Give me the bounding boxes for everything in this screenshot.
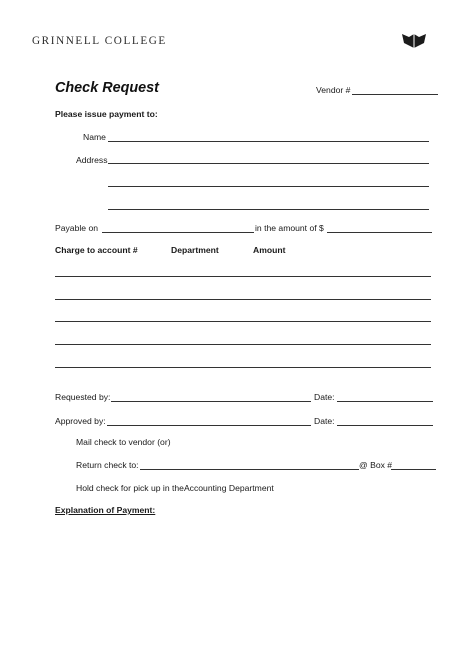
mail-check-option[interactable]: Mail check to vendor (or) <box>76 437 171 447</box>
charge-to-account-header: Charge to account # <box>55 245 138 255</box>
approved-date-field[interactable] <box>337 425 433 426</box>
payable-on-label: Payable on <box>55 223 99 233</box>
hold-check-option[interactable]: Hold check for pick up in theAccounting Department <box>76 483 274 493</box>
account-row-line[interactable] <box>55 321 431 322</box>
return-check-option[interactable]: Return check to: <box>76 460 139 470</box>
approved-date-label: Date: <box>314 416 335 426</box>
amount-header: Amount <box>253 245 286 255</box>
address-line-3-field[interactable] <box>108 209 429 210</box>
college-name: GRINNELL COLLEGE <box>32 35 167 47</box>
return-check-field[interactable] <box>140 469 359 470</box>
requested-by-field[interactable] <box>111 401 311 402</box>
address-line-1-field[interactable] <box>108 163 429 164</box>
account-row-line[interactable] <box>55 367 431 368</box>
box-label: @ Box # <box>359 460 393 470</box>
address-label: Address <box>76 155 108 165</box>
amount-label: in the amount of $ <box>255 223 324 233</box>
account-row-line[interactable] <box>55 299 431 300</box>
approved-by-label: Approved by: <box>55 416 106 426</box>
explanation-of-payment-label: Explanation of Payment: <box>55 505 156 515</box>
department-header: Department <box>171 245 219 255</box>
form-title: Check Request <box>55 80 159 96</box>
requested-date-field[interactable] <box>337 401 433 402</box>
payable-on-field[interactable] <box>102 232 254 233</box>
account-row-line[interactable] <box>55 276 431 277</box>
vendor-label: Vendor # <box>316 85 351 95</box>
address-line-2-field[interactable] <box>108 186 429 187</box>
approved-by-field[interactable] <box>107 425 311 426</box>
amount-field[interactable] <box>327 232 432 233</box>
box-number-field[interactable] <box>391 469 436 470</box>
requested-by-label: Requested by: <box>55 392 111 402</box>
requested-date-label: Date: <box>314 392 335 402</box>
name-field[interactable] <box>108 141 429 142</box>
account-row-line[interactable] <box>55 344 431 345</box>
please-issue-payment-label: Please issue payment to: <box>55 109 158 119</box>
name-label: Name <box>83 132 106 142</box>
grinnell-logo-icon <box>400 30 428 50</box>
vendor-number-field[interactable] <box>352 94 438 95</box>
